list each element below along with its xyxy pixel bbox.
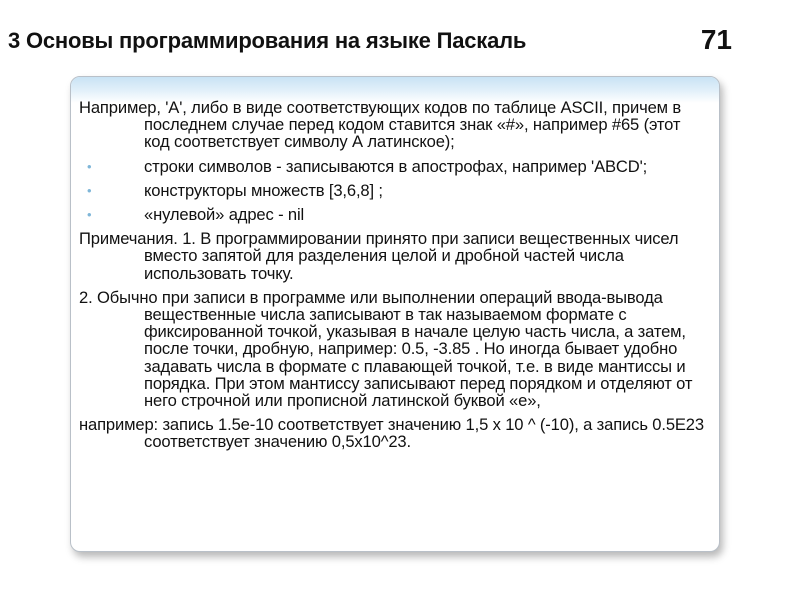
bullet-text: строки символов - записываются в апострофах, например 'ABCD';: [144, 156, 648, 176]
slide-title: 3 Основы программирования на языке Паскаль: [8, 28, 527, 53]
slide-number: 71: [700, 24, 732, 55]
bullet-text: конструкторы множеств [3,6,8] ;: [144, 180, 383, 200]
note-1-paragraph: Примечания. 1. В программировании принято при записи вещественных чисел вместо запятой для разделения целой и дробной частей числа использовать точку.: [79, 229, 679, 283]
bullet-dot-icon: •: [87, 158, 92, 174]
slide-header: [0, 24, 800, 60]
bullet-item-nil: [79, 206, 709, 223]
bullet-item-strings: [79, 158, 709, 175]
bullet-dot-icon: •: [87, 207, 92, 223]
example-paragraph: например: запись 1.5е-10 соответствует значению 1,5 х 10 ^ (-10), а запись 0.5Е23 соответствует значению 0,5x10^23.: [79, 415, 704, 452]
bullet-text: «нулевой» адрес - nil: [144, 205, 305, 225]
content-text: [79, 99, 709, 458]
note-2-paragraph: 2. Обычно при записи в программе или выполнении операций ввода-вывода вещественные числа записывают в так называемом формате с фиксированной точкой, указывая в начале целую часть числа, а затем, после точки, дробную, например: 0.5, -3.85 . Но иногда бывает удобно задавать числа в формате с плавающей точкой, т.е. в виде мантиссы и порядка. При этом мантиссу записывают перед порядком и отделяют от него строчной или прописной латинской буквой «е»,: [79, 287, 693, 411]
content-box: [70, 76, 720, 552]
intro-paragraph: Например, 'A', либо в виде соответствующих кодов по таблице ASCII, причем в последнем случае перед кодом ставится знак «#», например #65 (этот код соответствует символу А латинское);: [79, 98, 682, 152]
bullet-dot-icon: •: [87, 182, 92, 198]
bullet-item-sets: [79, 182, 709, 199]
